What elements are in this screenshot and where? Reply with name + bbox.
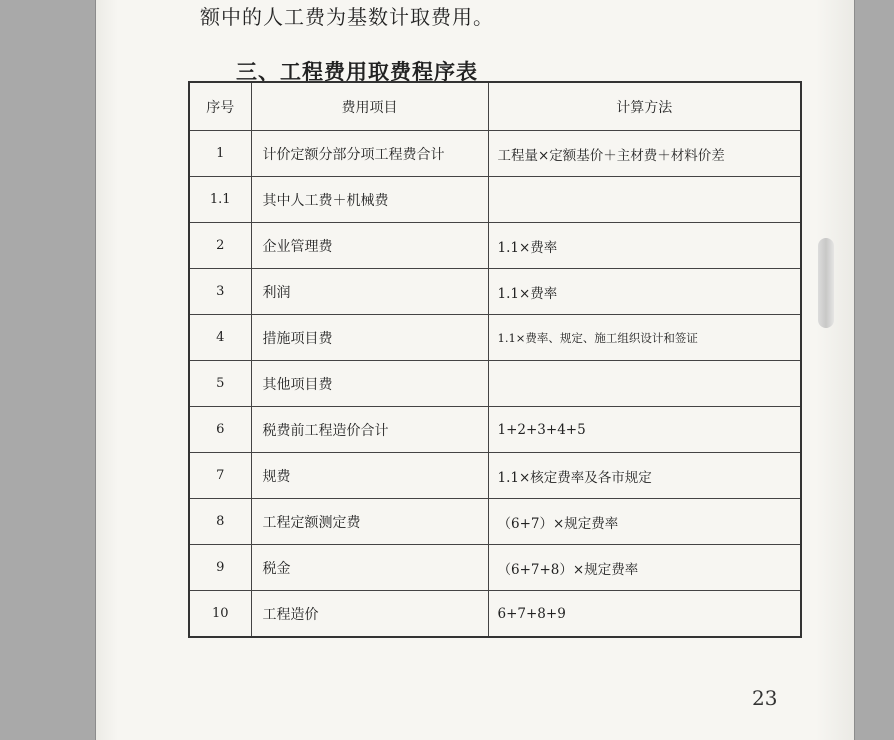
row-serial-number: 2 — [189, 223, 251, 269]
row-calculation-method: 1.1×费率 — [488, 223, 801, 269]
table-row — [189, 591, 801, 638]
row-serial-number: 7 — [189, 453, 251, 499]
row-serial-number: 5 — [189, 361, 251, 407]
table-title: 三、工程费用取费程序表 — [236, 59, 478, 84]
row-fee-item: 其他项目费 — [251, 361, 488, 407]
table-row — [189, 131, 801, 177]
row-calculation-method: 1+2+3+4+5 — [488, 407, 801, 453]
row-fee-item: 工程造价 — [251, 591, 488, 638]
row-calculation-method: 1.1×费率、规定、施工组织设计和签证 — [488, 315, 801, 361]
row-fee-item: 税金 — [251, 545, 488, 591]
document-page — [96, 0, 854, 740]
table-row — [189, 269, 801, 315]
row-fee-item: 措施项目费 — [251, 315, 488, 361]
row-calculation-method: 6+7+8+9 — [488, 591, 801, 638]
row-serial-number: 6 — [189, 407, 251, 453]
row-serial-number: 1 — [189, 131, 251, 177]
row-calculation-method: 1.1×核定费率及各市规定 — [488, 453, 801, 499]
table-row — [189, 223, 801, 269]
row-calculation-method: （6+7）×规定费率 — [488, 499, 801, 545]
row-fee-item: 计价定额分部分项工程费合计 — [251, 131, 488, 177]
table-row — [189, 453, 801, 499]
row-serial-number: 8 — [189, 499, 251, 545]
intro-text-line: 额中的人工费为基数计取费用。 — [200, 5, 494, 29]
header-calculation-method: 计算方法 — [488, 82, 801, 131]
table-row — [189, 361, 801, 407]
row-calculation-method: 工程量×定额基价＋主材费＋材料价差 — [488, 131, 801, 177]
row-serial-number: 3 — [189, 269, 251, 315]
row-serial-number: 9 — [189, 545, 251, 591]
table-row — [189, 407, 801, 453]
page-left-shadow — [96, 0, 118, 740]
header-serial-number: 序号 — [189, 82, 251, 131]
row-fee-item: 税费前工程造价合计 — [251, 407, 488, 453]
page-right-shadow — [816, 0, 854, 740]
row-serial-number: 10 — [189, 591, 251, 638]
row-serial-number: 4 — [189, 315, 251, 361]
table-row — [189, 177, 801, 223]
page-number: 23 — [752, 686, 778, 710]
header-fee-item: 费用项目 — [251, 82, 488, 131]
row-fee-item: 其中人工费＋机械费 — [251, 177, 488, 223]
row-fee-item: 工程定额测定费 — [251, 499, 488, 545]
table-row — [189, 545, 801, 591]
row-calculation-method: 1.1×费率 — [488, 269, 801, 315]
table-row — [189, 499, 801, 545]
row-calculation-method — [488, 361, 801, 407]
row-fee-item: 规费 — [251, 453, 488, 499]
row-serial-number: 1.1 — [189, 177, 251, 223]
fee-procedure-table — [188, 81, 802, 638]
scan-smudge — [818, 238, 834, 328]
row-calculation-method: （6+7+8）×规定费率 — [488, 545, 801, 591]
row-calculation-method — [488, 177, 801, 223]
table-header-row — [189, 82, 801, 131]
row-fee-item: 企业管理费 — [251, 223, 488, 269]
row-fee-item: 利润 — [251, 269, 488, 315]
table-row — [189, 315, 801, 361]
